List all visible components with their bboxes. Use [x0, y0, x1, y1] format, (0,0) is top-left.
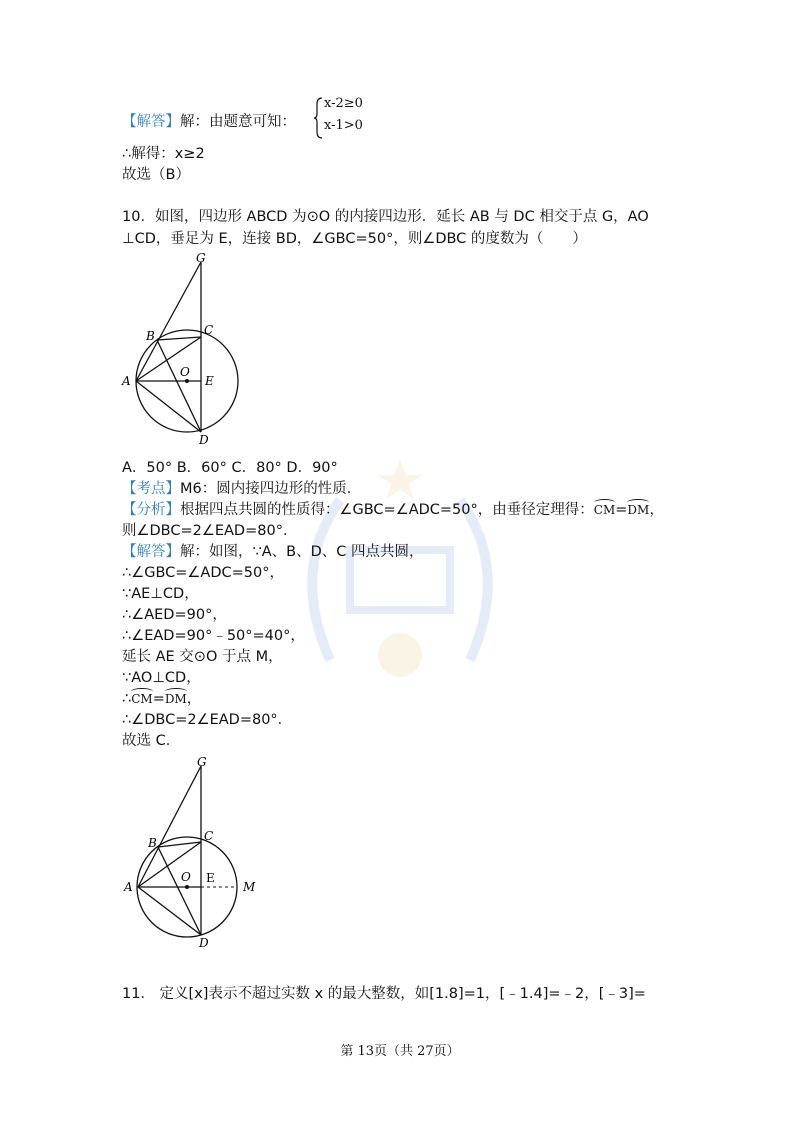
answer-tag: 【解答】: [122, 114, 180, 130]
arc-tail: ，: [649, 502, 664, 518]
geometry-figure-1: [118, 248, 258, 448]
step-4: ∴∠EAD=90°﹣50°=40°，: [122, 628, 305, 644]
label-D-2: D: [199, 936, 209, 950]
system-line-2: x-1>0: [324, 118, 363, 133]
step-arc-tail: ，: [186, 691, 202, 707]
q10-choice: 故选 C．: [122, 733, 181, 749]
step-arc-CM: CM: [131, 689, 152, 706]
answer9-line: [122, 110, 296, 131]
step-1: ∴∠GBC=∠ADC=50°，: [122, 565, 284, 581]
step-2: ∵AE⊥CD，: [122, 586, 199, 602]
brace-icon: [314, 96, 324, 140]
step-3: ∴∠AED=90°，: [122, 607, 227, 623]
inequality-system: [314, 96, 384, 140]
kaodian-line: [122, 477, 361, 498]
q10-stem-line1: 10．如图，四边形 ABCD 为⊙O 的内接四边形．延长 AB 与 DC 相交于点 G，AO: [122, 209, 649, 225]
jieda-line: [122, 540, 424, 561]
fenxi-line2: 则∠DBC=2∠EAD=80°．: [122, 523, 298, 539]
system-line-1: x-2≥0: [324, 96, 363, 111]
q11-stem: 11． 定义[x]表示不超过实数 x 的最大整数，如[1.8]=1，[﹣1.4]=﹣2，[﹣3]=: [122, 986, 646, 1002]
label-O: O: [180, 365, 190, 379]
label-G: G: [196, 251, 206, 265]
label-C: C: [204, 323, 214, 337]
label-E: E: [205, 374, 214, 388]
arc-eq: =: [615, 502, 628, 518]
label-E-2: E: [206, 871, 215, 885]
final-line: ∴∠DBC=2∠EAD=80°．: [122, 712, 293, 728]
fenxi-tag: 【分析】: [122, 502, 180, 518]
label-D: D: [199, 433, 209, 447]
step-arc-prefix: ∴: [122, 691, 132, 707]
fenxi-line: [122, 498, 664, 519]
step-arc-DM: DM: [165, 689, 187, 706]
kaodian-tag: 【考点】: [122, 481, 180, 497]
step-6: ∵AO⊥CD，: [122, 670, 201, 686]
jieda-tag: 【解答】: [122, 544, 180, 560]
q10-stem-line2: ⊥CD，垂足为 E，连接 BD，∠GBC=50°，则∠DBC 的度数为（ ）: [122, 231, 587, 247]
label-M-2: M: [243, 880, 256, 894]
page-footer: 第 13页（共 27页）: [340, 1044, 460, 1059]
arc-CM: CM: [594, 500, 615, 517]
label-A: A: [122, 374, 131, 388]
jieda-text: 解：如图，∵A、B、D、C 四点共圆，: [180, 544, 424, 560]
label-G-2: G: [197, 755, 207, 769]
answer9-choice: 故选（B）: [122, 167, 190, 183]
geometry-figure-2: [118, 750, 268, 950]
answer-text: 解：由题意可知：: [180, 114, 296, 130]
solve-line: ∴解得：x≥2: [122, 146, 205, 162]
q10-options: A．50° B．60° C．80° D．90°: [122, 460, 338, 476]
fenxi-text: 根据四点共圆的性质得：∠GBC=∠ADC=50°，由垂径定理得：: [180, 502, 594, 518]
step-arc-line: [122, 687, 201, 708]
arc-DM: DM: [627, 500, 649, 517]
label-B: B: [146, 329, 155, 343]
step-5: 延长 AE 交⊙O 于点 M，: [122, 649, 283, 665]
label-O-2: O: [181, 870, 191, 884]
label-A-2: A: [124, 880, 133, 894]
label-C-2: C: [204, 829, 214, 843]
label-B-2: B: [148, 836, 157, 850]
kaodian-text: M6：圆内接四边形的性质．: [180, 481, 362, 497]
step-arc-eq: =: [152, 691, 165, 707]
